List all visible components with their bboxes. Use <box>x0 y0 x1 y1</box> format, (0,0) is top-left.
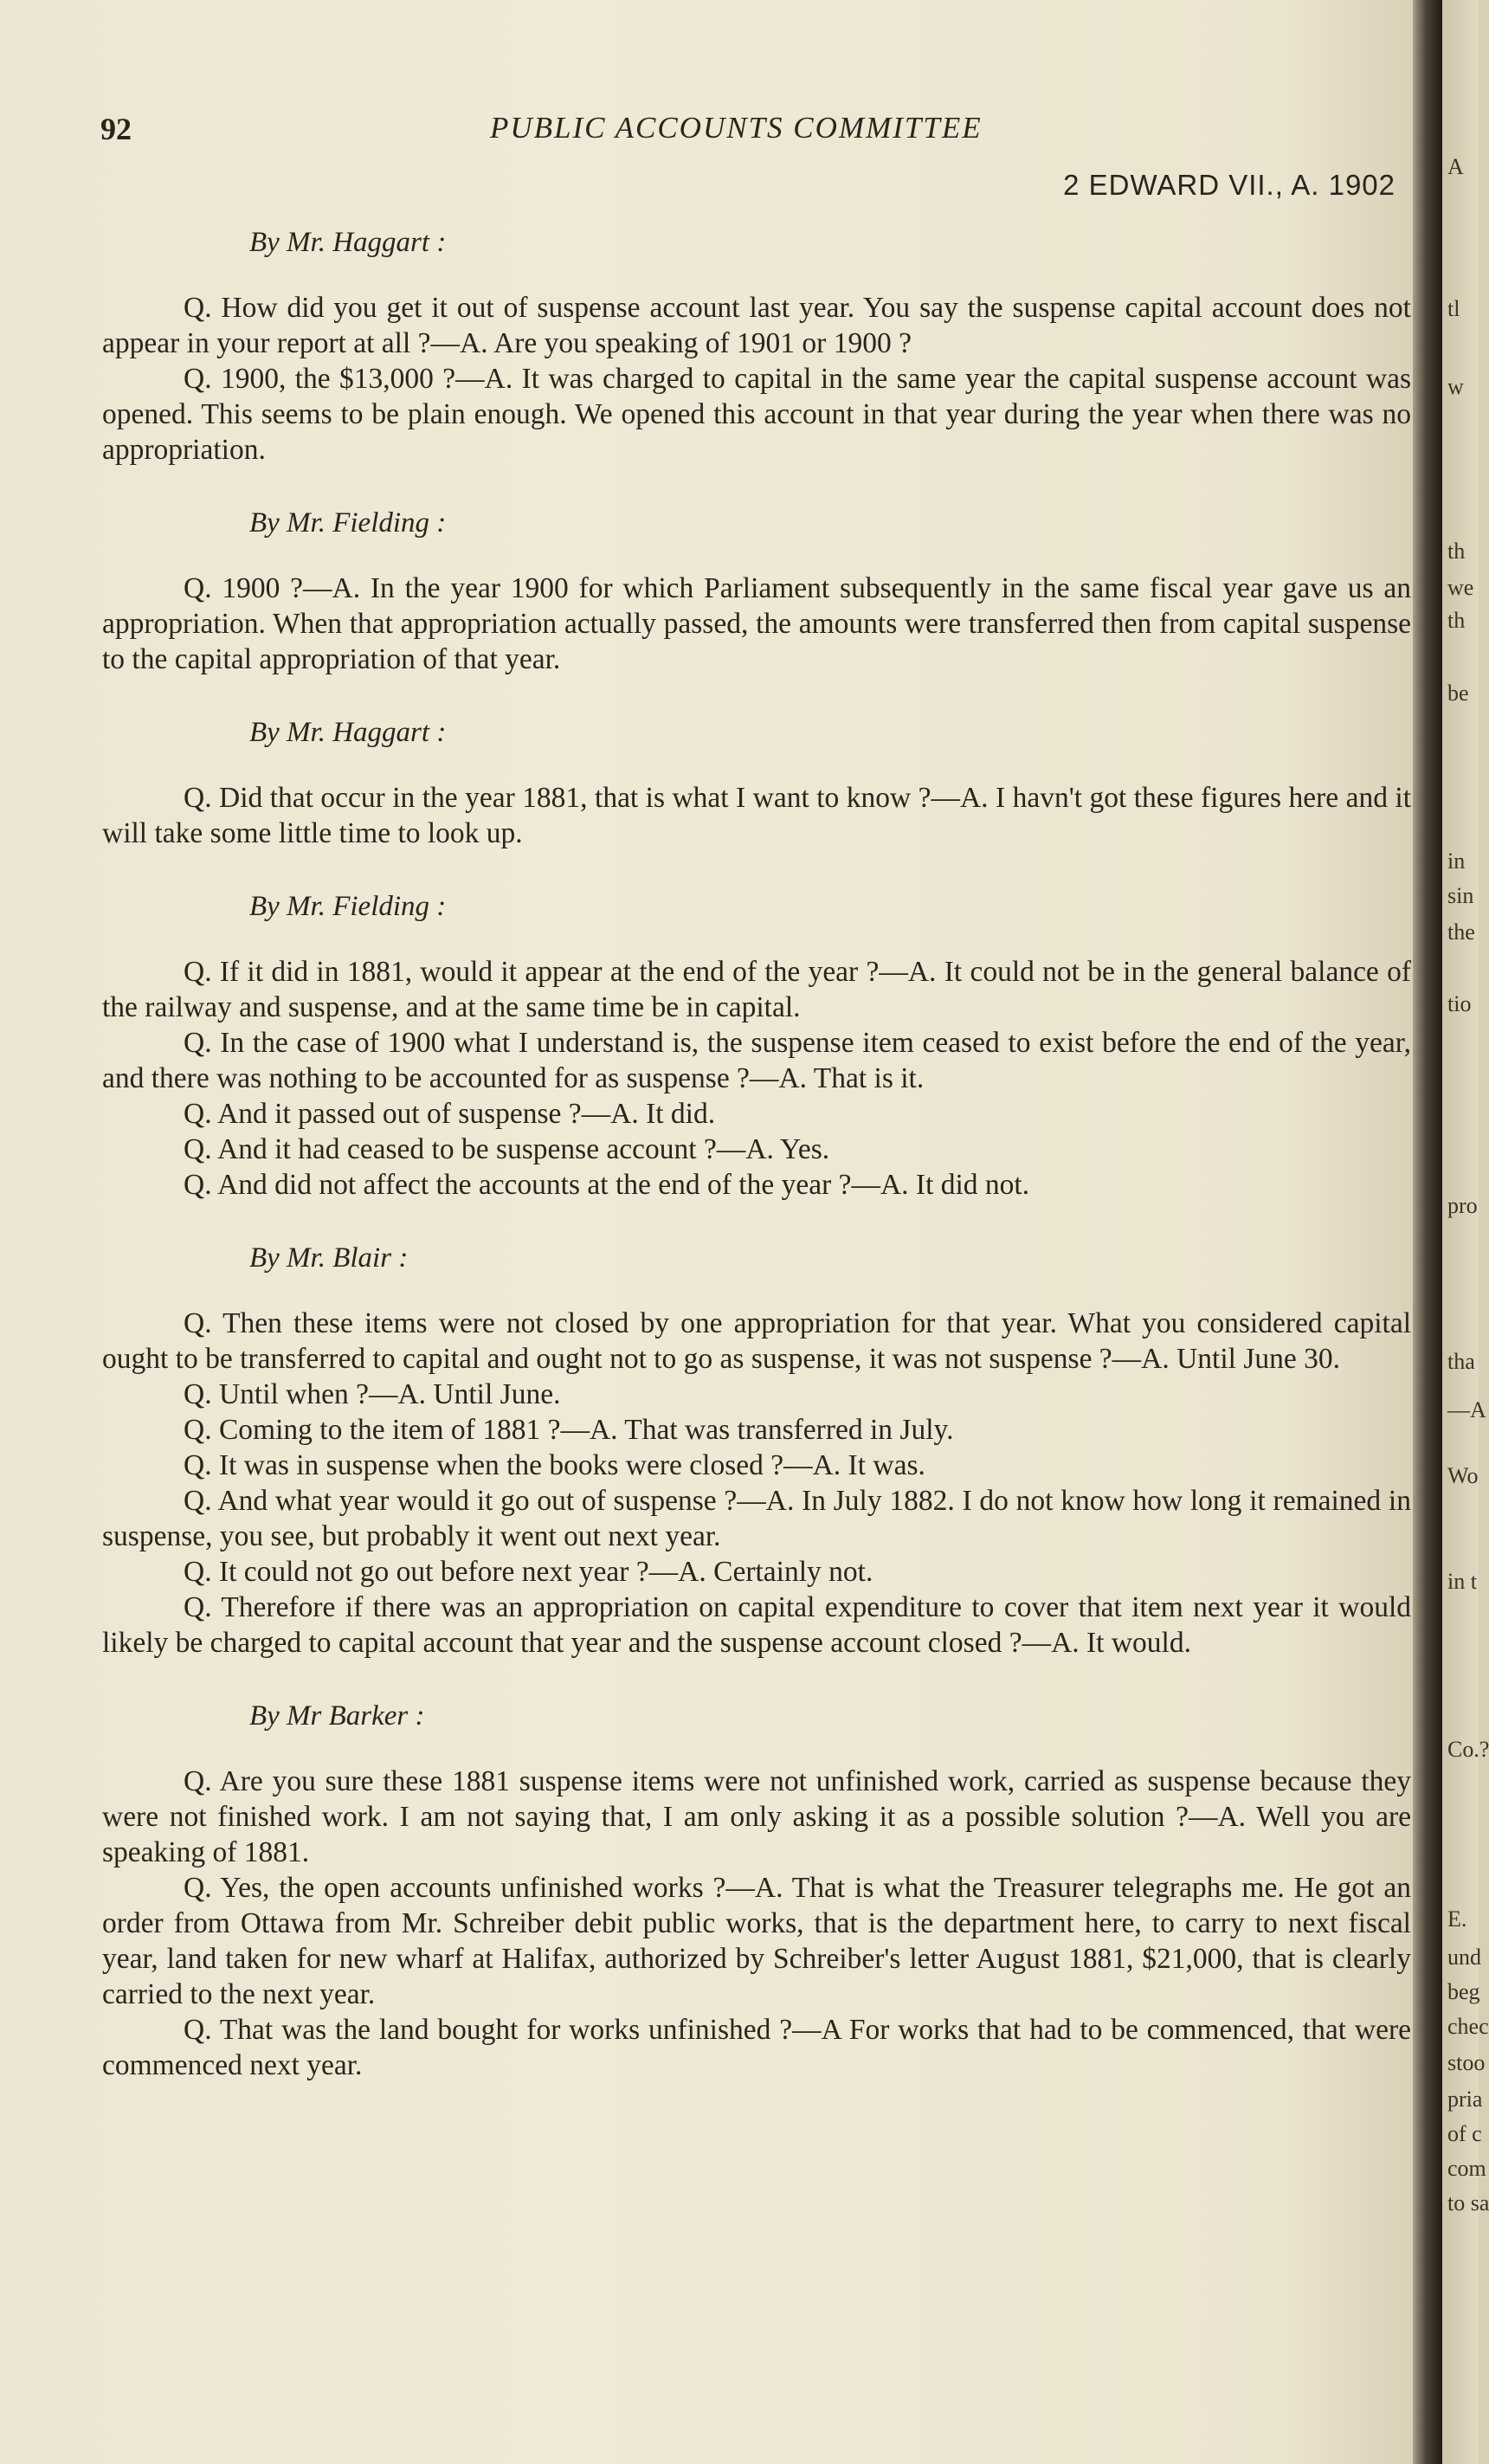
book-gutter <box>1413 0 1442 2464</box>
adjacent-fragment: to sa <box>1447 2190 1489 2216</box>
adjacent-fragment: und <box>1447 1945 1481 1970</box>
adjacent-fragment: —A <box>1447 1397 1486 1422</box>
question-answer-paragraph: Q. It could not go out before next year ?—A. Certainly not. <box>184 1556 873 1588</box>
question-answer-paragraph: Q. Therefore if there was an appropriation on capital expenditure to cover that item next year it would likely be charged to capital account that year and the suspense account closed ?—A. It would. <box>102 1591 1411 1659</box>
adjacent-fragment: sin <box>1447 883 1474 908</box>
adjacent-fragment: E. <box>1447 1906 1467 1932</box>
adjacent-fragment: beg <box>1447 1979 1480 2004</box>
testimony-body <box>102 225 1411 2121</box>
adjacent-fragment: th <box>1447 539 1466 564</box>
adjacent-fragment: tio <box>1447 991 1472 1016</box>
question-answer-paragraph: Q. How did you get it out of suspense account last year. You say the suspense capital account does not appear in your report at all ?—A. Are you speaking of 1901 or 1900 ? <box>102 292 1411 359</box>
question-answer-paragraph: Q. And it had ceased to be suspense account ?—A. Yes. <box>184 1133 830 1165</box>
adjacent-fragment: tha <box>1447 1349 1475 1374</box>
question-answer-paragraph: Q. That was the land bought for works unfinished ?—A For works that had to be commenced, that were commenced next year. <box>102 2014 1411 2081</box>
adjacent-fragment: Wo <box>1447 1463 1479 1488</box>
adjacent-fragment: in t <box>1447 1569 1477 1594</box>
examination-section <box>102 506 1411 677</box>
question-answer-paragraph: Q. Yes, the open accounts unfinished works ?—A. That is what the Treasurer telegraphs me. He got an order from Ottawa from Mr. Schreiber debit public works, that is the department here, to carry to next fiscal year, land taken for new wharf at Halifax, authorized by Schreiber's letter August 1881, $21,000, that is clearly carried to the next year. <box>102 1872 1411 2010</box>
page-number: 92 <box>100 112 132 146</box>
examination-section <box>102 225 1411 468</box>
question-answer-paragraph: Q. 1900 ?—A. In the year 1900 for which Parliament subsequently in the same fiscal year gave us an appropriation. When that appropriation actually passed, the amounts were transferred then from capital suspense to the capital appropriation of that year. <box>102 572 1411 675</box>
examination-section <box>102 889 1411 1203</box>
examiner-heading: By Mr. Blair : <box>249 1242 409 1274</box>
session-reference: 2 EDWARD VII., A. 1902 <box>1063 169 1396 201</box>
question-answer-paragraph: Q. It was in suspense when the books were closed ?—A. It was. <box>184 1449 925 1481</box>
adjacent-fragment: w <box>1447 374 1464 399</box>
examiner-heading: By Mr. Fielding : <box>249 507 447 539</box>
adjacent-fragment: com <box>1447 2156 1486 2181</box>
question-answer-paragraph: Q. If it did in 1881, would it appear at the end of the year ?—A. It could not be in the general balance of the railway and suspense, and at the same time be in capital. <box>102 956 1411 1023</box>
adjacent-fragment: th <box>1447 608 1466 633</box>
adjacent-fragment: pro <box>1447 1193 1478 1218</box>
examiner-heading: By Mr. Fielding : <box>249 891 447 922</box>
adjacent-fragment: stoo <box>1447 2050 1486 2075</box>
examination-section <box>102 715 1411 851</box>
adjacent-fragment: Co.? <box>1447 1737 1489 1762</box>
examination-section <box>102 1241 1411 1661</box>
question-answer-paragraph: Q. Did that occur in the year 1881, that is what I want to know ?—A. I havn't got these figures here and it will take some little time to look up. <box>102 782 1411 849</box>
adjacent-fragment: be <box>1447 681 1469 706</box>
adjacent-fragment: chec <box>1447 2014 1489 2039</box>
adjacent-fragment: pria <box>1447 2087 1483 2112</box>
adjacent-fragment: the <box>1447 919 1475 945</box>
adjacent-fragment: tl <box>1447 296 1460 321</box>
adjacent-fragment: of c <box>1447 2121 1482 2146</box>
examiner-heading: By Mr. Haggart : <box>249 717 447 748</box>
question-answer-paragraph: Q. And did not affect the accounts at the end of the year ?—A. It did not. <box>184 1169 1030 1201</box>
adjacent-page-edge <box>1442 0 1489 2464</box>
running-header <box>100 111 1408 145</box>
question-answer-paragraph: Q. And what year would it go out of suspense ?—A. In July 1882. I do not know how long it remained in suspense, you see, but probably it went out next year. <box>102 1485 1411 1552</box>
adjacent-fragment: we <box>1447 575 1474 600</box>
examiner-heading: By Mr Barker : <box>249 1700 425 1732</box>
question-answer-paragraph: Q. In the case of 1900 what I understand is, the suspense item ceased to exist before the end of the year, and there was nothing to be accounted for as suspense ?—A. That is it. <box>102 1027 1411 1094</box>
adjacent-fragment: A <box>1447 154 1464 179</box>
question-answer-paragraph: Q. Are you sure these 1881 suspense items were not unfinished work, carried as suspense because they were not finished work. I am not saying that, I am only asking it as a possible solution ?—A. Well you are speaking of 1881. <box>102 1765 1411 1868</box>
question-answer-paragraph: Q. 1900, the $13,000 ?—A. It was charged to capital in the same year the capital suspense account was opened. This seems to be plain enough. We opened this account in that year during the year when there was no appropriation. <box>102 363 1411 466</box>
adjacent-fragment: in <box>1447 848 1466 874</box>
question-answer-paragraph: Q. Then these items were not closed by one appropriation for that year. What you considered capital ought to be transferred to capital and ought not to go as suspense, it was not suspense ?—A. Until June 30. <box>102 1307 1411 1375</box>
running-title: PUBLIC ACCOUNTS COMMITTEE <box>490 111 983 145</box>
question-answer-paragraph: Q. And it passed out of suspense ?—A. It did. <box>184 1098 716 1130</box>
question-answer-paragraph: Q. Coming to the item of 1881 ?—A. That was transferred in July. <box>184 1414 954 1446</box>
question-answer-paragraph: Q. Until when ?—A. Until June. <box>184 1378 561 1410</box>
examiner-heading: By Mr. Haggart : <box>249 227 447 258</box>
examination-section <box>102 1699 1411 2083</box>
